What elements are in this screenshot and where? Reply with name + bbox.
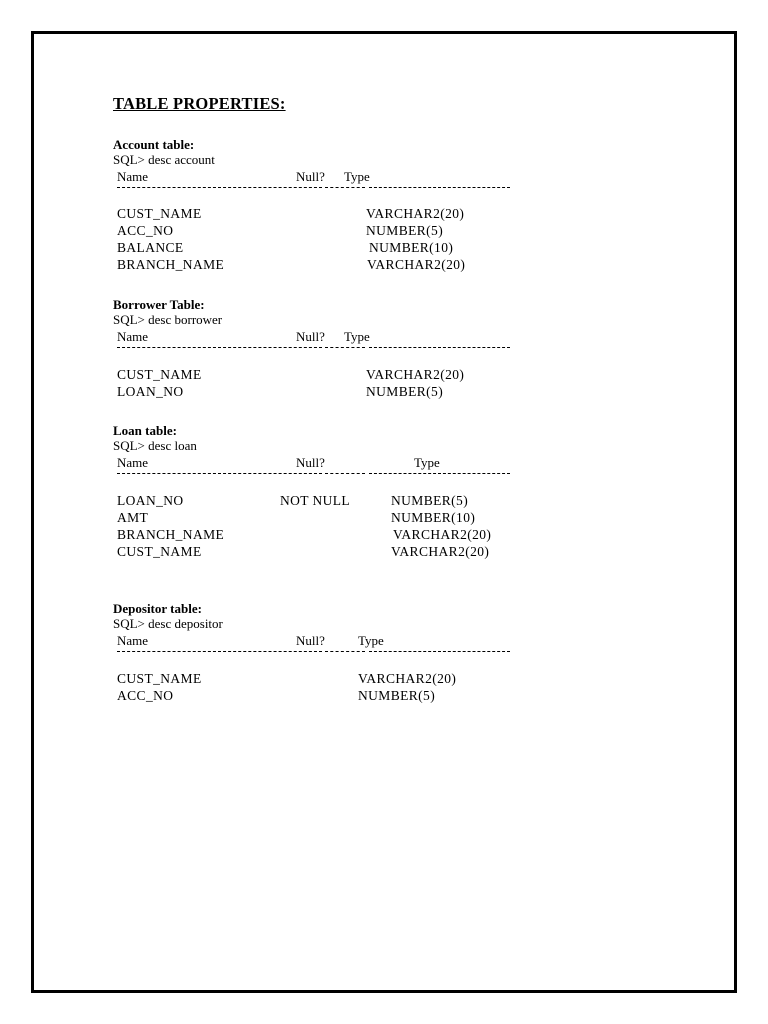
column-null-cell: NOT NULL: [280, 493, 351, 508]
sql-command: SQL> desc loan: [113, 438, 197, 453]
divider-null: [325, 187, 365, 188]
divider-type: [369, 473, 510, 474]
header-name: Name: [117, 633, 149, 648]
divider-type: [369, 187, 510, 188]
header-type: Type: [344, 329, 370, 344]
section-heading: Account table:: [113, 137, 195, 152]
column-type-cell: VARCHAR2(20): [366, 206, 465, 221]
header-name: Name: [117, 455, 149, 470]
column-type-cell: NUMBER(5): [358, 688, 436, 703]
section-heading: Loan table:: [113, 423, 177, 438]
header-null: Null?: [296, 455, 325, 470]
header-null: Null?: [296, 329, 325, 344]
column-type-cell: NUMBER(5): [366, 223, 444, 238]
page-title: TABLE PROPERTIES:: [113, 94, 286, 113]
column-name-cell: CUST_NAME: [117, 206, 202, 221]
column-type-cell: NUMBER(5): [391, 493, 469, 508]
column-name-cell: ACC_NO: [117, 688, 174, 703]
column-type-cell: VARCHAR2(20): [391, 544, 490, 559]
column-name-cell: CUST_NAME: [117, 671, 202, 686]
column-name-cell: BRANCH_NAME: [117, 527, 225, 542]
column-name-cell: BALANCE: [117, 240, 184, 255]
divider-type: [369, 347, 510, 348]
header-type: Type: [344, 169, 370, 184]
sql-command: SQL> desc borrower: [113, 312, 223, 327]
section-heading: Borrower Table:: [113, 297, 205, 312]
column-name-cell: LOAN_NO: [117, 384, 184, 399]
divider-null: [325, 347, 365, 348]
column-name-cell: CUST_NAME: [117, 367, 202, 382]
column-type-cell: VARCHAR2(20): [366, 367, 465, 382]
column-type-cell: NUMBER(5): [366, 384, 444, 399]
section-heading: Depositor table:: [113, 601, 202, 616]
header-name: Name: [117, 329, 149, 344]
column-name-cell: ACC_NO: [117, 223, 174, 238]
column-name-cell: BRANCH_NAME: [117, 257, 225, 272]
header-null: Null?: [296, 169, 325, 184]
header-null: Null?: [296, 633, 325, 648]
column-name-cell: AMT: [117, 510, 149, 525]
header-type: Type: [414, 455, 440, 470]
divider-name: [117, 187, 322, 188]
divider-name: [117, 651, 322, 652]
column-type-cell: VARCHAR2(20): [393, 527, 492, 542]
header-type: Type: [358, 633, 384, 648]
column-name-cell: CUST_NAME: [117, 544, 202, 559]
divider-null: [325, 473, 365, 474]
column-type-cell: VARCHAR2(20): [358, 671, 457, 686]
divider-type: [369, 651, 510, 652]
column-type-cell: NUMBER(10): [391, 510, 476, 525]
column-name-cell: LOAN_NO: [117, 493, 184, 508]
sql-command: SQL> desc depositor: [113, 616, 223, 631]
divider-name: [117, 473, 322, 474]
divider-name: [117, 347, 322, 348]
column-type-cell: VARCHAR2(20): [367, 257, 466, 272]
header-name: Name: [117, 169, 149, 184]
sql-command: SQL> desc account: [113, 152, 215, 167]
divider-null: [325, 651, 365, 652]
column-type-cell: NUMBER(10): [369, 240, 454, 255]
